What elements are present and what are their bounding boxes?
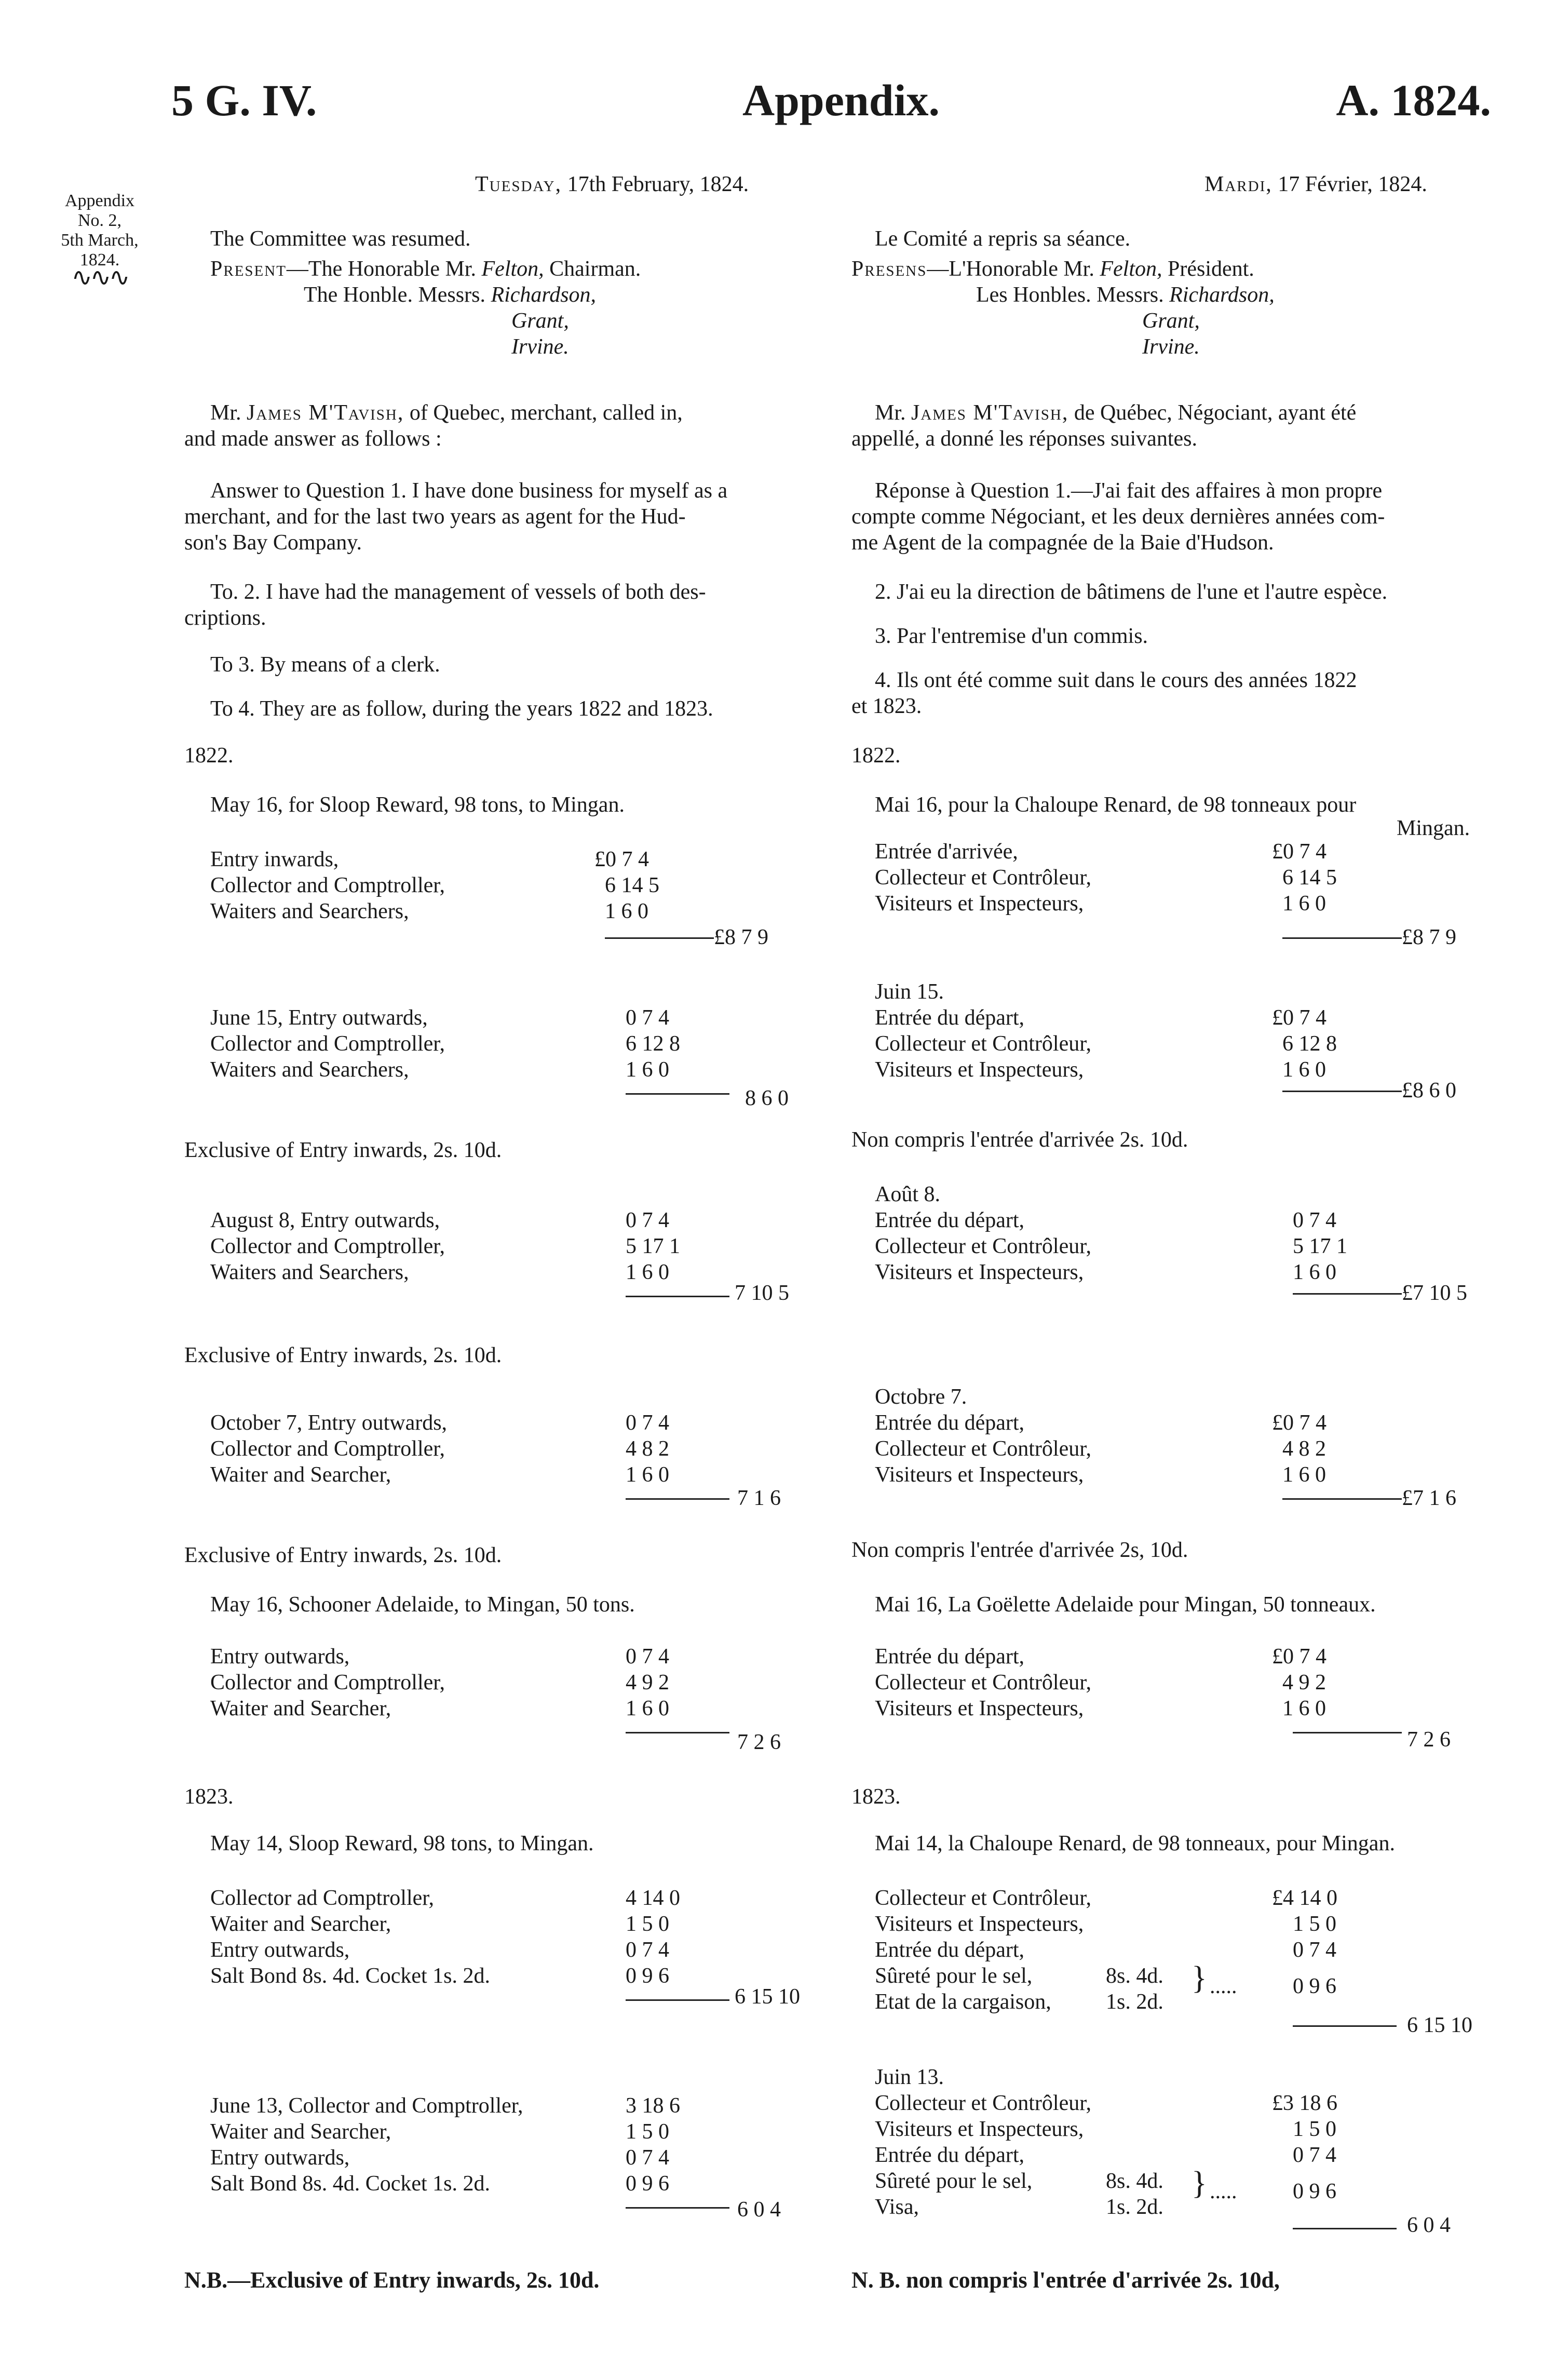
entry-amount: £0 7 4 bbox=[1272, 1006, 1327, 1030]
brace: } bbox=[1192, 1960, 1207, 1996]
entry-row: Visiteurs et Inspecteurs, bbox=[875, 1463, 1084, 1487]
entry-row: Collector and Comptroller, bbox=[210, 873, 445, 897]
entry-amount: 6 14 5 bbox=[1282, 866, 1337, 890]
entry-row: Collecteur et Contrôleur, bbox=[875, 1886, 1092, 1910]
entry-amount: 5 17 1 bbox=[1293, 1234, 1347, 1258]
entry-amount: 6 12 8 bbox=[1282, 1032, 1337, 1056]
entry-row: Entrée du départ, bbox=[875, 1938, 1025, 1962]
entry-total: 7 1 6 bbox=[737, 1486, 781, 1510]
entry-row: Collector and Comptroller, bbox=[210, 1671, 445, 1695]
rule bbox=[1293, 2025, 1397, 2027]
entry-row: Salt Bond 8s. 4d. Cocket 1s. 2d. bbox=[210, 2172, 491, 2196]
entry-subamount: 8s. 4d. bbox=[1106, 1964, 1163, 1988]
running-header bbox=[0, 75, 1543, 135]
entry-total: 6 0 4 bbox=[737, 2198, 781, 2222]
entry-row: October 7, Entry outwards, bbox=[210, 1411, 448, 1435]
entry-amount: 1 6 0 bbox=[1282, 892, 1326, 916]
entry-amount: 0 7 4 bbox=[626, 1208, 669, 1232]
entry-row: Entrée d'arrivée, bbox=[875, 840, 1018, 864]
entry-total: 7 2 6 bbox=[1407, 1728, 1451, 1752]
leader-dots: ..... bbox=[1210, 1974, 1237, 1998]
nota-bene: N.B.—Exclusive of Entry inwards, 2s. 10d. bbox=[184, 2267, 600, 2293]
exclusion-note: Exclusive of Entry inwards, 2s. 10d. bbox=[184, 1543, 502, 1567]
entry-amount: 3 18 6 bbox=[626, 2094, 680, 2118]
entry-row: Visa, bbox=[875, 2195, 919, 2219]
entry-date: Octobre 7. bbox=[875, 1385, 967, 1409]
entry-heading: May 14, Sloop Reward, 98 tons, to Mingan. bbox=[210, 1832, 594, 1855]
entry-amount: 0 9 6 bbox=[626, 2172, 669, 2196]
entry-row: Collector and Comptroller, bbox=[210, 1032, 445, 1056]
entry-amount: £0 7 4 bbox=[1272, 1645, 1327, 1669]
entry-row: Entrée du départ, bbox=[875, 1006, 1025, 1030]
entry-amount: 1 6 0 bbox=[626, 1463, 669, 1487]
entry-row: Collector and Comptroller, bbox=[210, 1437, 445, 1461]
rule bbox=[626, 1093, 729, 1095]
resumed-line: Le Comité a repris sa séance. bbox=[875, 227, 1131, 251]
entry-amount: 1 6 0 bbox=[626, 1058, 669, 1082]
answer-3: 3. Par l'entremise d'un commis. bbox=[875, 624, 1148, 648]
leader-dots: ..... bbox=[1210, 2180, 1237, 2203]
entry-total: 8 6 0 bbox=[745, 1086, 789, 1110]
ornament: ∿∿∿ bbox=[71, 264, 128, 291]
rule bbox=[1282, 937, 1402, 939]
present-line: Presens—L'Honorable Mr. Felton, Président. bbox=[851, 257, 1254, 281]
entry-row: Visiteurs et Inspecteurs, bbox=[875, 2117, 1084, 2141]
session-date: Mardi, 17 Février, 1824. bbox=[1204, 172, 1427, 196]
entry-row: Salt Bond 8s. 4d. Cocket 1s. 2d. bbox=[210, 1964, 491, 1988]
entry-amount: 0 7 4 bbox=[1293, 1208, 1336, 1232]
entry-amount: 1 6 0 bbox=[1282, 1697, 1326, 1720]
margin-note: Appendix No. 2, 5th March, 1824. ∿∿∿ bbox=[48, 191, 152, 286]
entry-row: Collecteur et Contrôleur, bbox=[875, 866, 1092, 890]
entry-total: £8 6 0 bbox=[1402, 1079, 1456, 1102]
member: Grant, bbox=[511, 309, 569, 333]
entry-amount: 1 5 0 bbox=[626, 1912, 669, 1936]
entry-amount: 1 6 0 bbox=[605, 899, 648, 923]
rule bbox=[626, 1732, 729, 1733]
answer-1: Answer to Question 1. I have done business for myself as a bbox=[210, 479, 728, 503]
entry-subamount: 1s. 2d. bbox=[1106, 2195, 1163, 2219]
entry-amount: 1 6 0 bbox=[626, 1697, 669, 1720]
entry-amount: 1 6 0 bbox=[1282, 1058, 1326, 1082]
entry-amount: 6 14 5 bbox=[605, 873, 659, 897]
entry-amount: 0 7 4 bbox=[626, 2146, 669, 2170]
witness-intro-2: and made answer as follows : bbox=[184, 427, 442, 451]
rule bbox=[1282, 1091, 1402, 1092]
entry-date: Août 8. bbox=[875, 1182, 940, 1206]
entry-amount: 4 9 2 bbox=[1282, 1671, 1326, 1695]
answer-2: 2. J'ai eu la direction de bâtimens de l'une et l'autre espèce. bbox=[875, 580, 1388, 604]
entry-row: Sûreté pour le sel, bbox=[875, 1964, 1033, 1988]
entry-row: Entrée du départ, bbox=[875, 1645, 1025, 1669]
rule bbox=[626, 1296, 729, 1297]
member: Irvine. bbox=[1142, 335, 1200, 359]
entry-row: Collecteur et Contrôleur, bbox=[875, 1437, 1092, 1461]
entry-row: Entrée du départ, bbox=[875, 1208, 1025, 1232]
entry-row: Visiteurs et Inspecteurs, bbox=[875, 892, 1084, 916]
entry-amount: 0 7 4 bbox=[626, 1645, 669, 1669]
header-title: Appendix. bbox=[742, 75, 940, 125]
entry-row: June 15, Entry outwards, bbox=[210, 1006, 428, 1030]
entry-row: Sûreté pour le sel, bbox=[875, 2169, 1033, 2193]
entry-amount: 1 6 0 bbox=[1293, 1260, 1336, 1284]
entry-amount: £0 7 4 bbox=[1272, 1411, 1327, 1435]
exclusion-note: Exclusive of Entry inwards, 2s. 10d. bbox=[184, 1138, 502, 1162]
exclusion-note: Exclusive of Entry inwards, 2s. 10d. bbox=[184, 1343, 502, 1367]
rule bbox=[1293, 2228, 1397, 2229]
entry-row: Waiter and Searcher, bbox=[210, 1463, 391, 1487]
rule bbox=[1282, 1498, 1402, 1500]
entry-row: Waiter and Searcher, bbox=[210, 1912, 391, 1936]
entry-amount: 0 7 4 bbox=[1293, 2143, 1336, 2167]
entry-amount: 0 7 4 bbox=[1293, 1938, 1336, 1962]
entry-row: Waiters and Searchers, bbox=[210, 899, 409, 923]
entry-row: Etat de la cargaison, bbox=[875, 1990, 1051, 2014]
entry-amount: 1 5 0 bbox=[626, 2120, 669, 2144]
member: Grant, bbox=[1142, 309, 1200, 333]
entry-row: Visiteurs et Inspecteurs, bbox=[875, 1260, 1084, 1284]
entry-row: Entrée du départ, bbox=[875, 1411, 1025, 1435]
witness-intro-2: appellé, a donné les réponses suivantes. bbox=[851, 427, 1197, 451]
entry-total: 7 10 5 bbox=[735, 1281, 789, 1305]
witness-intro: Mr. James M'Tavish, de Québec, Négociant, ayant été bbox=[875, 401, 1357, 425]
rule bbox=[626, 1498, 729, 1500]
entry-row: Entrée du départ, bbox=[875, 2143, 1025, 2167]
entry-row: June 13, Collector and Comptroller, bbox=[210, 2094, 523, 2118]
entry-total: 6 15 10 bbox=[1407, 2013, 1472, 2037]
year-heading: 1823. bbox=[184, 1785, 234, 1809]
entry-row: Entry outwards, bbox=[210, 1938, 350, 1962]
answer-4: To 4. They are as follow, during the years 1822 and 1823. bbox=[210, 697, 713, 721]
rule bbox=[1293, 1293, 1402, 1295]
year-heading: 1822. bbox=[851, 744, 901, 768]
entry-amount: 0 7 4 bbox=[626, 1938, 669, 1962]
entry-amount: 6 12 8 bbox=[626, 1032, 680, 1056]
entry-total: £7 1 6 bbox=[1402, 1486, 1456, 1510]
answer-1: Réponse à Question 1.—J'ai fait des affaires à mon propre bbox=[875, 479, 1383, 503]
resumed-line: The Committee was resumed. bbox=[210, 227, 471, 251]
entry-amount: 4 14 0 bbox=[626, 1886, 680, 1910]
entry-heading: May 16, for Sloop Reward, 98 tons, to Mingan. bbox=[210, 793, 625, 817]
entry-row: Collector and Comptroller, bbox=[210, 1234, 445, 1258]
entry-amount: 1 5 0 bbox=[1293, 1912, 1336, 1936]
entry-row: Waiters and Searchers, bbox=[210, 1260, 409, 1284]
entry-amount: £4 14 0 bbox=[1272, 1886, 1337, 1910]
entry-heading: May 16, Schooner Adelaide, to Mingan, 50 tons. bbox=[210, 1593, 635, 1617]
entry-total: £7 10 5 bbox=[1402, 1281, 1467, 1305]
entry-row: Entry outwards, bbox=[210, 1645, 350, 1669]
entry-row: Collecteur et Contrôleur, bbox=[875, 2091, 1092, 2115]
session-date: Tuesday, 17th February, 1824. bbox=[475, 172, 749, 196]
entry-row: Visiteurs et Inspecteurs, bbox=[875, 1912, 1084, 1936]
entry-amount: 4 8 2 bbox=[626, 1437, 669, 1461]
entry-date: Juin 13. bbox=[875, 2065, 944, 2089]
messrs-line: Les Honbles. Messrs. Richardson, bbox=[976, 283, 1275, 307]
entry-amount: 1 6 0 bbox=[626, 1260, 669, 1284]
entry-amount: 4 9 2 bbox=[626, 1671, 669, 1695]
entry-amount: 5 17 1 bbox=[626, 1234, 680, 1258]
entry-amount: £0 7 4 bbox=[1272, 840, 1327, 864]
entry-amount: £3 18 6 bbox=[1272, 2091, 1337, 2115]
header-session: 5 G. IV. bbox=[171, 75, 317, 125]
entry-amount: 0 9 6 bbox=[626, 1964, 669, 1988]
entry-heading: Mai 14, la Chaloupe Renard, de 98 tonneaux, pour Mingan. bbox=[875, 1832, 1395, 1855]
rule bbox=[1293, 1732, 1402, 1733]
entry-amount: £0 7 4 bbox=[594, 848, 649, 871]
nota-bene: N. B. non compris l'entrée d'arrivée 2s. 10d, bbox=[851, 2267, 1280, 2293]
year-heading: 1822. bbox=[184, 744, 234, 768]
header-year: A. 1824. bbox=[1336, 75, 1491, 125]
entry-heading: Mai 16, pour la Chaloupe Renard, de 98 tonneaux pour bbox=[875, 793, 1357, 817]
present-line: Present—The Honorable Mr. Felton, Chairman. bbox=[210, 257, 641, 281]
entry-amount: 0 9 6 bbox=[1293, 1974, 1336, 1998]
entry-date: Juin 15. bbox=[875, 980, 944, 1004]
entry-row: Collecteur et Contrôleur, bbox=[875, 1032, 1092, 1056]
entry-subamount: 8s. 4d. bbox=[1106, 2169, 1163, 2193]
entry-row: Visiteurs et Inspecteurs, bbox=[875, 1058, 1084, 1082]
entry-row: Collector ad Comptroller, bbox=[210, 1886, 435, 1910]
entry-row: Entry outwards, bbox=[210, 2146, 350, 2170]
messrs-line: The Honble. Messrs. Richardson, bbox=[304, 283, 597, 307]
rule bbox=[605, 937, 714, 939]
brace: } bbox=[1192, 2166, 1207, 2201]
entry-subamount: 1s. 2d. bbox=[1106, 1990, 1163, 2014]
rule bbox=[626, 2207, 729, 2209]
entry-row: Waiters and Searchers, bbox=[210, 1058, 409, 1082]
entry-total: £8 7 9 bbox=[1402, 925, 1456, 949]
rule bbox=[626, 1999, 729, 2001]
year-heading: 1823. bbox=[851, 1785, 901, 1809]
entry-row: Collecteur et Contrôleur, bbox=[875, 1234, 1092, 1258]
entry-amount: 1 6 0 bbox=[1282, 1463, 1326, 1487]
entry-amount: 0 7 4 bbox=[626, 1411, 669, 1435]
entry-row: Collecteur et Contrôleur, bbox=[875, 1671, 1092, 1695]
entry-row: Entry inwards, bbox=[210, 848, 339, 871]
entry-amount: 0 9 6 bbox=[1293, 2180, 1336, 2203]
answer-3: To 3. By means of a clerk. bbox=[210, 653, 440, 677]
entry-row: August 8, Entry outwards, bbox=[210, 1208, 440, 1232]
entry-total: £8 7 9 bbox=[714, 925, 768, 949]
exclusion-note: Non compris l'entrée d'arrivée 2s. 10d. bbox=[851, 1128, 1188, 1152]
entry-heading: Mai 16, La Goëlette Adelaide pour Mingan, 50 tonneaux. bbox=[875, 1593, 1376, 1617]
entry-row: Waiter and Searcher, bbox=[210, 1697, 391, 1720]
answer-2: To. 2. I have had the management of vessels of both des- bbox=[210, 580, 706, 604]
witness-intro: Mr. James M'Tavish, of Quebec, merchant, called in, bbox=[210, 401, 683, 425]
entry-row: Waiter and Searcher, bbox=[210, 2120, 391, 2144]
answer-4: 4. Ils ont été comme suit dans le cours des années 1822 bbox=[875, 668, 1357, 692]
exclusion-note: Non compris l'entrée d'arrivée 2s, 10d. bbox=[851, 1538, 1188, 1562]
entry-total: 6 15 10 bbox=[735, 1985, 800, 2009]
entry-total: 7 2 6 bbox=[737, 1730, 781, 1754]
entry-amount: 4 8 2 bbox=[1282, 1437, 1326, 1461]
entry-amount: 0 7 4 bbox=[626, 1006, 669, 1030]
entry-amount: 1 5 0 bbox=[1293, 2117, 1336, 2141]
entry-row: Visiteurs et Inspecteurs, bbox=[875, 1697, 1084, 1720]
entry-total: 6 0 4 bbox=[1407, 2213, 1451, 2237]
member: Irvine. bbox=[511, 335, 569, 359]
